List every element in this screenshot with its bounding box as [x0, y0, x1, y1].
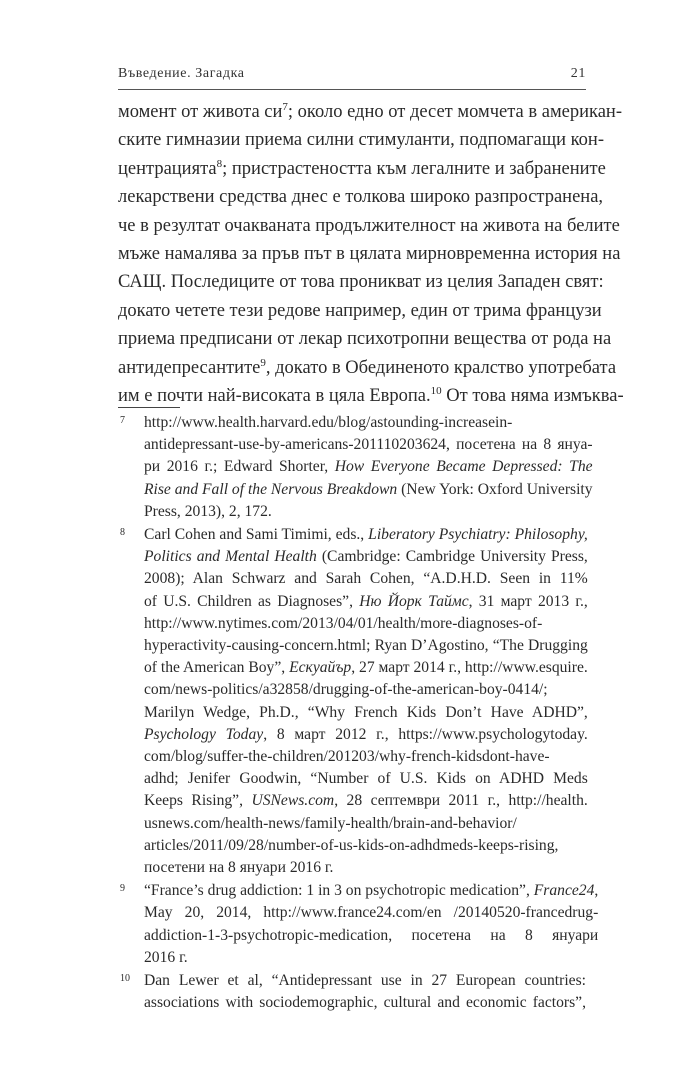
footnote-line: Politics and Mental Health (Cambridge: Cambridge University Press, [144, 548, 588, 566]
footnote-text [144, 970, 586, 1014]
body-line: приема предписани от лекар психотропни вещества от рода на [118, 329, 612, 350]
footnote-text [144, 880, 598, 969]
footnote-text [144, 412, 593, 523]
footnote-line: Dan Lewer et al, “Antidepressant use in 27 European countries: [144, 972, 586, 990]
footnote-line[interactable]: antidepressant-use-by-americans-201110203624, посетена на 8 януа- [144, 436, 593, 454]
footnote-line: Press, 2013), 2, 172. [144, 502, 272, 520]
footnote-line: Carl Cohen and Sami Timimi, eds., Liberatory Psychiatry: Philosophy, [144, 526, 588, 544]
footnote-ref[interactable]: 7 [282, 100, 288, 113]
footnote-line: 2008); Alan Schwarz and Sarah Cohen, “A.D.H.D. Seen in 11% [144, 570, 588, 588]
footnote-line[interactable]: May 20, 2014, http://www.france24.com/en /20140520-francedrug- [144, 904, 599, 922]
footnote-line: Rise and Fall of the Nervous Breakdown (New York: Oxford University [144, 480, 593, 498]
footnote-line[interactable]: Psychology Today, 8 март 2012 г., https://www.psychologytoday. [144, 725, 588, 743]
footnote-line: “France’s drug addiction: 1 in 3 on psychotropic medication”, France24, [144, 882, 599, 900]
footnote-line[interactable]: com/blog/suffer-the-children/201203/why-french-kidsdont-have- [144, 748, 550, 766]
body-line: момент от живота $си^7$; около едно от десет момчета в американ- [118, 100, 622, 122]
footnote-10 [118, 970, 586, 1014]
running-title: Въведение. Загадка [118, 66, 245, 81]
footnote-line[interactable]: http://www.health.harvard.edu/blog/astounding-increasein- [144, 414, 513, 431]
footnote-8 [118, 524, 586, 879]
footnote-line[interactable]: hyperactivity-causing-concern.html; Ryan D’Agostino, “The Drugging [144, 637, 588, 655]
footnote-line: Marilyn Wedge, Ph.D., “Why French Kids Don’t Have ADHD”, [144, 703, 588, 721]
body-line: САЩ. Последиците от това проникват из целия Западен свят: [118, 272, 604, 293]
footnote-number: 10 [120, 973, 130, 985]
page-number: 21 [570, 66, 586, 81]
footnote-ref[interactable]: 10 [430, 384, 442, 397]
footnote-line[interactable]: http://www.nytimes.com/2013/04/01/health/more-diagnoses-of- [144, 614, 543, 632]
footnote-number: 7 [120, 415, 125, 426]
footnote-rule [118, 407, 180, 408]
footnote-line: посетени на 8 януари 2016 г. [144, 859, 334, 877]
footnote-line[interactable]: com/news-politics/a32858/drugging-of-the-american-boy-0414/; [144, 681, 548, 699]
footnote-line: associations with sociodemographic, cultural and economic factors”, [144, 994, 586, 1012]
footnote-ref[interactable]: 9 [260, 356, 266, 369]
footnote-number: 8 [120, 527, 125, 539]
footnote-line[interactable]: of the American Boy”, Ескуайър, 27 март 2014 г., http://www.esquire. [144, 659, 588, 677]
body-line: лекарствени средства днес е толкова широко разпространена, [118, 187, 604, 208]
body-line: докато четете тези редове например, един от трима французи [118, 300, 602, 321]
footnote-text [144, 524, 588, 879]
body-line: ските гимназии приема силни стимуланти, подпомагащи кон- [118, 130, 604, 151]
footnotes [118, 412, 599, 1015]
body-line: че в резултат очакваната продължителност на живота на белите [118, 215, 620, 236]
header-rule [118, 89, 586, 90]
body-line: центрацията$^8$; пристрастеността към легалните и забранените [118, 157, 606, 179]
body-line: им е почти най-високата в цяла Европа.$^{10}$ От това няма измъква- [118, 384, 624, 407]
footnote-line: of U.S. Children as Diagnoses”, Ню Йорк Таймс, 31 март 2013 г., [144, 592, 588, 610]
footnote-line[interactable]: Keeps Rising”, USNews.com, 28 септември 2011 г., http://health. [144, 792, 588, 810]
body-line: антидепресантите$^9$, докато в Обединеното кралство употребата [118, 356, 617, 378]
footnote-line[interactable]: addiction-1-3-psychotropic-medication, посетена на 8 януари [144, 926, 599, 944]
footnote-line[interactable]: usnews.com/health-news/family-health/brain-and-behavior/ [144, 814, 517, 832]
footnote-line[interactable]: articles/2011/09/28/number-of-us-kids-on-adhdmeds-keeps-rising, [144, 836, 559, 854]
body-text [118, 98, 624, 410]
footnote-line: 2016 г. [144, 948, 188, 966]
footnote-ref[interactable]: 8 [216, 157, 223, 170]
footnote-line: ри 2016 г.; Edward Shorter, How Everyone Became Depressed: The [144, 458, 593, 476]
footnote-line[interactable]: adhd; Jenifer Goodwin, “Number of U.S. Kids on ADHD Meds [144, 770, 588, 788]
body-line: мъже намалява за пръв път в цялата мирновременна история на [118, 244, 621, 265]
footnote-number: 9 [120, 883, 125, 895]
footnote-7 [118, 412, 593, 523]
footnote-9 [118, 880, 599, 969]
running-header [118, 66, 586, 82]
